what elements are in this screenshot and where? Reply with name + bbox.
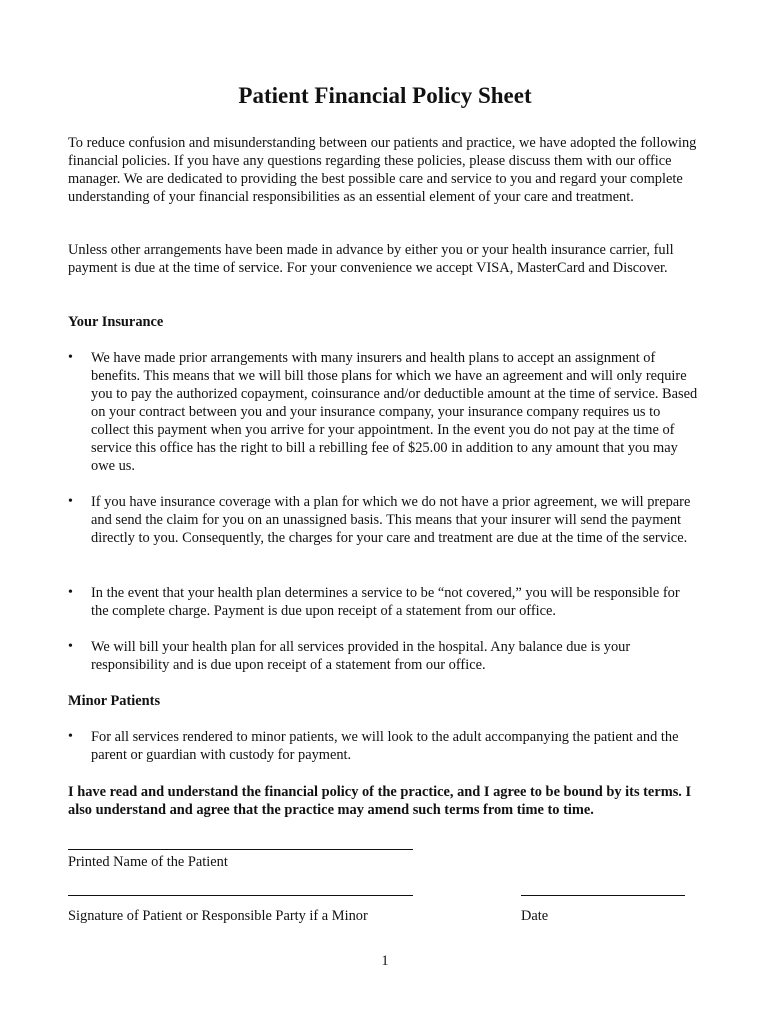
minor-patients-heading: Minor Patients [68,693,161,709]
printed-name-line[interactable] [68,849,413,850]
bullet-marker: • [68,494,73,509]
bullet-marker: • [68,729,73,744]
signature-label: Signature of Patient or Responsible Party if a Minor [68,908,368,924]
date-label: Date [521,908,549,924]
insurance-heading: Your Insurance [68,314,164,330]
agreement-statement: I have read and understand the financial policy of the practice, and I agree to be bound by its terms. I also understand and agree that the practice may amend such terms from time to time. [68,784,692,818]
bullet-marker: • [68,639,73,654]
bullet-marker: • [68,585,73,600]
bullet-text: For all services rendered to minor patients, we will look to the adult accompanying the patient and the parent or guardian with custody for payment. [91,729,679,763]
bullet-text: If you have insurance coverage with a plan for which we do not have a prior agreement, we will prepare and send the claim for you on an unassigned basis. This means that your insurer will send the payment directly to you. Consequently, the charges for your care and treatment are due at the time of the service. [91,494,691,546]
intro-paragraph: To reduce confusion and misunderstanding between our patients and practice, we have adopted the following financial policies. If you have any questions regarding these policies, please discuss them with our office manager. We are dedicated to providing the best possible care and service to you and regard your complete understanding of your financial responsibilities as an essential element of your care and treatment. [68,135,697,205]
insurance-bullet-2 [68,493,698,547]
document-title: Patient Financial Policy Sheet [238,83,532,108]
signature-line[interactable] [68,895,413,896]
bullet-text: We have made prior arrangements with many insurers and health plans to accept an assignment of benefits. This means that we will bill those plans for which we have an agreement and will only require you to pay the authorized copayment, coinsurance and/or deductible amount at the time of service. Based on your contract between you and your insurance company, your insurance company requires us to collect this payment when you arrive for your appointment. In the event you do not pay at the time of service this office has the right to bill a rebilling fee of $25.00 in addition to any amount that you may owe us. [91,350,698,474]
bullet-text: In the event that your health plan determines a service to be “not covered,” you will be responsible for the complete charge. Payment is due upon receipt of a statement from our office. [91,585,680,619]
insurance-bullet-3 [68,584,698,620]
bullet-marker: • [68,350,73,365]
bullet-text: We will bill your health plan for all services provided in the hospital. Any balance due is your responsibility and is due upon receipt of a statement from our office. [91,639,631,673]
page-number: 1 [381,953,389,969]
minors-bullet-1 [68,728,698,764]
payment-paragraph: Unless other arrangements have been made in advance by either you or your health insurance carrier, full payment is due at the time of service. For your convenience we accept VISA, MasterCard and Discover. [68,242,674,276]
printed-name-label: Printed Name of the Patient [68,854,228,870]
insurance-bullet-1 [68,349,698,475]
insurance-bullet-4 [68,638,698,674]
date-line[interactable] [521,895,685,896]
